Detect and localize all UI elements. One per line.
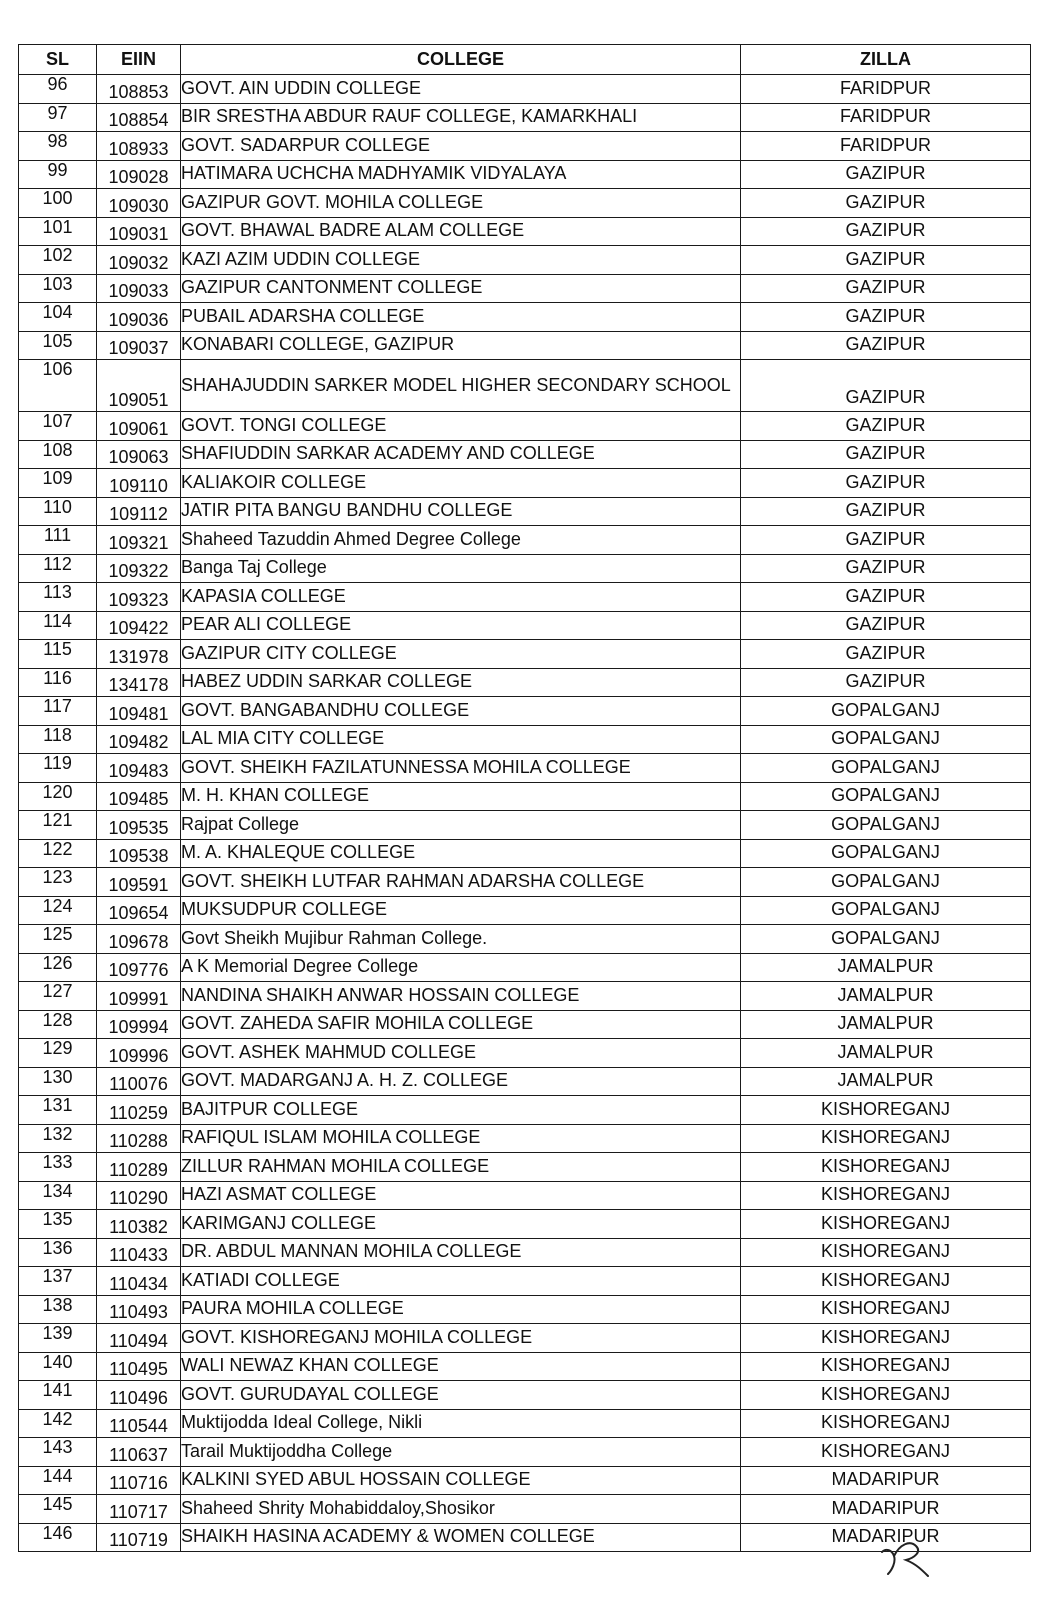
table-row — [19, 1267, 1031, 1296]
row-eiin: 109036 — [97, 303, 181, 332]
row-zilla: GOPALGANJ — [741, 868, 1031, 897]
row-eiin: 109033 — [97, 274, 181, 303]
row-eiin: 109322 — [97, 554, 181, 583]
row-zilla: KISHOREGANJ — [741, 1381, 1031, 1410]
row-college: M. A. KHALEQUE COLLEGE — [181, 839, 741, 868]
table-row — [19, 331, 1031, 360]
row-eiin: 109991 — [97, 982, 181, 1011]
row-zilla: GAZIPUR — [741, 668, 1031, 697]
row-zilla: MADARIPUR — [741, 1466, 1031, 1495]
table-row — [19, 1324, 1031, 1353]
row-college: GOVT. TONGI COLLEGE — [181, 412, 741, 441]
table-row — [19, 75, 1031, 104]
table-row — [19, 782, 1031, 811]
row-sl: 129 — [19, 1039, 97, 1068]
table-body — [19, 75, 1031, 1552]
table-row — [19, 1409, 1031, 1438]
row-eiin: 110382 — [97, 1210, 181, 1239]
table-row — [19, 868, 1031, 897]
row-eiin: 109063 — [97, 440, 181, 469]
row-zilla: GAZIPUR — [741, 554, 1031, 583]
table-row — [19, 554, 1031, 583]
row-zilla: JAMALPUR — [741, 1010, 1031, 1039]
row-college: GOVT. BHAWAL BADRE ALAM COLLEGE — [181, 217, 741, 246]
row-eiin: 109538 — [97, 839, 181, 868]
row-eiin: 110288 — [97, 1124, 181, 1153]
row-zilla: KISHOREGANJ — [741, 1096, 1031, 1125]
row-college: GAZIPUR CANTONMENT COLLEGE — [181, 274, 741, 303]
row-sl: 142 — [19, 1409, 97, 1438]
row-sl: 105 — [19, 331, 97, 360]
table-row — [19, 1466, 1031, 1495]
row-college: ZILLUR RAHMAN MOHILA COLLEGE — [181, 1153, 741, 1182]
table-row — [19, 160, 1031, 189]
row-college: PAURA MOHILA COLLEGE — [181, 1295, 741, 1324]
row-sl: 114 — [19, 611, 97, 640]
row-eiin: 109112 — [97, 497, 181, 526]
signature-initials — [876, 1530, 946, 1580]
row-zilla: KISHOREGANJ — [741, 1124, 1031, 1153]
row-college: Govt Sheikh Mujibur Rahman College. — [181, 925, 741, 954]
row-sl: 110 — [19, 497, 97, 526]
row-sl: 146 — [19, 1523, 97, 1552]
row-sl: 144 — [19, 1466, 97, 1495]
row-sl: 123 — [19, 868, 97, 897]
row-eiin: 110494 — [97, 1324, 181, 1353]
row-zilla: KISHOREGANJ — [741, 1352, 1031, 1381]
table-row — [19, 583, 1031, 612]
row-zilla: GOPALGANJ — [741, 839, 1031, 868]
row-eiin: 109482 — [97, 725, 181, 754]
row-sl: 137 — [19, 1267, 97, 1296]
table-row — [19, 1153, 1031, 1182]
row-zilla: FARIDPUR — [741, 132, 1031, 161]
row-sl: 131 — [19, 1096, 97, 1125]
row-sl: 135 — [19, 1210, 97, 1239]
row-sl: 102 — [19, 246, 97, 275]
row-college: KONABARI COLLEGE, GAZIPUR — [181, 331, 741, 360]
table-row — [19, 1039, 1031, 1068]
row-eiin: 110637 — [97, 1438, 181, 1467]
table-row — [19, 697, 1031, 726]
row-zilla: KISHOREGANJ — [741, 1153, 1031, 1182]
row-eiin: 110259 — [97, 1096, 181, 1125]
row-sl: 104 — [19, 303, 97, 332]
row-zilla: GAZIPUR — [741, 217, 1031, 246]
row-sl: 111 — [19, 526, 97, 555]
row-zilla: GAZIPUR — [741, 274, 1031, 303]
row-eiin: 109483 — [97, 754, 181, 783]
row-eiin: 109776 — [97, 953, 181, 982]
row-eiin: 110289 — [97, 1153, 181, 1182]
row-zilla: JAMALPUR — [741, 1067, 1031, 1096]
table-row — [19, 640, 1031, 669]
row-college: DR. ABDUL MANNAN MOHILA COLLEGE — [181, 1238, 741, 1267]
row-eiin: 109061 — [97, 412, 181, 441]
table-row — [19, 274, 1031, 303]
row-zilla: GAZIPUR — [741, 160, 1031, 189]
table-row — [19, 132, 1031, 161]
row-sl: 101 — [19, 217, 97, 246]
row-eiin: 110544 — [97, 1409, 181, 1438]
row-zilla: GOPALGANJ — [741, 782, 1031, 811]
table-row — [19, 217, 1031, 246]
row-college: SHAIKH HASINA ACADEMY & WOMEN COLLEGE — [181, 1523, 741, 1552]
row-zilla: GAZIPUR — [741, 526, 1031, 555]
row-sl: 120 — [19, 782, 97, 811]
row-college: JATIR PITA BANGU BANDHU COLLEGE — [181, 497, 741, 526]
row-eiin: 109321 — [97, 526, 181, 555]
row-college: HAZI ASMAT COLLEGE — [181, 1181, 741, 1210]
row-college: GOVT. MADARGANJ A. H. Z. COLLEGE — [181, 1067, 741, 1096]
row-college: HABEZ UDDIN SARKAR COLLEGE — [181, 668, 741, 697]
row-eiin: 110433 — [97, 1238, 181, 1267]
header-college: COLLEGE — [181, 45, 741, 75]
row-eiin: 109996 — [97, 1039, 181, 1068]
table-row — [19, 412, 1031, 441]
row-college: KARIMGANJ COLLEGE — [181, 1210, 741, 1239]
row-zilla: MADARIPUR — [741, 1495, 1031, 1524]
row-zilla: GOPALGANJ — [741, 754, 1031, 783]
row-college: NANDINA SHAIKH ANWAR HOSSAIN COLLEGE — [181, 982, 741, 1011]
row-college: GOVT. SHEIKH LUTFAR RAHMAN ADARSHA COLLEGE — [181, 868, 741, 897]
row-zilla: GAZIPUR — [741, 303, 1031, 332]
row-sl: 112 — [19, 554, 97, 583]
row-college: KALKINI SYED ABUL HOSSAIN COLLEGE — [181, 1466, 741, 1495]
table-row — [19, 1067, 1031, 1096]
table-row — [19, 811, 1031, 840]
table-row — [19, 1210, 1031, 1239]
row-college: Shaheed Tazuddin Ahmed Degree College — [181, 526, 741, 555]
row-sl: 108 — [19, 440, 97, 469]
table-row — [19, 611, 1031, 640]
row-college: Tarail Muktijoddha College — [181, 1438, 741, 1467]
row-sl: 124 — [19, 896, 97, 925]
row-college: Muktijodda Ideal College, Nikli — [181, 1409, 741, 1438]
row-sl: 103 — [19, 274, 97, 303]
row-college: SHAFIUDDIN SARKAR ACADEMY AND COLLEGE — [181, 440, 741, 469]
table-row — [19, 754, 1031, 783]
row-sl: 122 — [19, 839, 97, 868]
table-row — [19, 440, 1031, 469]
table-row — [19, 1010, 1031, 1039]
row-college: PEAR ALI COLLEGE — [181, 611, 741, 640]
row-zilla: KISHOREGANJ — [741, 1409, 1031, 1438]
row-college: GOVT. AIN UDDIN COLLEGE — [181, 75, 741, 104]
row-sl: 106 — [19, 360, 97, 412]
row-zilla: GAZIPUR — [741, 611, 1031, 640]
row-eiin: 109110 — [97, 469, 181, 498]
row-college: BIR SRESTHA ABDUR RAUF COLLEGE, KAMARKHALI — [181, 103, 741, 132]
row-sl: 130 — [19, 1067, 97, 1096]
row-sl: 115 — [19, 640, 97, 669]
row-zilla: GAZIPUR — [741, 331, 1031, 360]
row-zilla: KISHOREGANJ — [741, 1181, 1031, 1210]
row-sl: 143 — [19, 1438, 97, 1467]
table-row — [19, 1124, 1031, 1153]
row-zilla: FARIDPUR — [741, 103, 1031, 132]
row-sl: 121 — [19, 811, 97, 840]
row-eiin: 134178 — [97, 668, 181, 697]
table-row — [19, 246, 1031, 275]
row-zilla: GOPALGANJ — [741, 725, 1031, 754]
row-college: Banga Taj College — [181, 554, 741, 583]
row-zilla: KISHOREGANJ — [741, 1438, 1031, 1467]
row-zilla: JAMALPUR — [741, 1039, 1031, 1068]
row-college: GOVT. BANGABANDHU COLLEGE — [181, 697, 741, 726]
row-college: RAFIQUL ISLAM MOHILA COLLEGE — [181, 1124, 741, 1153]
row-sl: 96 — [19, 75, 97, 104]
row-zilla: KISHOREGANJ — [741, 1210, 1031, 1239]
row-eiin: 109028 — [97, 160, 181, 189]
row-zilla: GAZIPUR — [741, 640, 1031, 669]
row-eiin: 110493 — [97, 1295, 181, 1324]
row-college: Shaheed Shrity Mohabiddaloy,Shosikor — [181, 1495, 741, 1524]
row-sl: 140 — [19, 1352, 97, 1381]
row-eiin: 109481 — [97, 697, 181, 726]
row-sl: 133 — [19, 1153, 97, 1182]
row-college: SHAHAJUDDIN SARKER MODEL HIGHER SECONDARY SCHOOL — [181, 360, 741, 412]
table-row — [19, 497, 1031, 526]
table-row — [19, 1181, 1031, 1210]
row-college: Rajpat College — [181, 811, 741, 840]
row-zilla: KISHOREGANJ — [741, 1267, 1031, 1296]
header-eiin: EIIN — [97, 45, 181, 75]
row-zilla: FARIDPUR — [741, 75, 1031, 104]
row-sl: 134 — [19, 1181, 97, 1210]
row-eiin: 109678 — [97, 925, 181, 954]
row-college: M. H. KHAN COLLEGE — [181, 782, 741, 811]
row-sl: 127 — [19, 982, 97, 1011]
row-zilla: JAMALPUR — [741, 953, 1031, 982]
row-eiin: 110716 — [97, 1466, 181, 1495]
row-eiin: 109994 — [97, 1010, 181, 1039]
row-zilla: GAZIPUR — [741, 583, 1031, 612]
row-eiin: 109051 — [97, 360, 181, 412]
row-sl: 99 — [19, 160, 97, 189]
row-sl: 145 — [19, 1495, 97, 1524]
row-eiin: 109323 — [97, 583, 181, 612]
table-row — [19, 839, 1031, 868]
table-row — [19, 469, 1031, 498]
row-zilla: GAZIPUR — [741, 189, 1031, 218]
row-sl: 98 — [19, 132, 97, 161]
row-college: GAZIPUR GOVT. MOHILA COLLEGE — [181, 189, 741, 218]
row-zilla: GOPALGANJ — [741, 811, 1031, 840]
header-sl: SL — [19, 45, 97, 75]
table-row — [19, 303, 1031, 332]
row-college: KALIAKOIR COLLEGE — [181, 469, 741, 498]
row-college: KAZI AZIM UDDIN COLLEGE — [181, 246, 741, 275]
row-sl: 141 — [19, 1381, 97, 1410]
college-list-table — [18, 44, 1031, 1552]
row-sl: 113 — [19, 583, 97, 612]
table-row — [19, 1438, 1031, 1467]
table-row — [19, 1295, 1031, 1324]
row-eiin: 109591 — [97, 868, 181, 897]
row-college: PUBAIL ADARSHA COLLEGE — [181, 303, 741, 332]
row-college: HATIMARA UCHCHA MADHYAMIK VIDYALAYA — [181, 160, 741, 189]
row-sl: 119 — [19, 754, 97, 783]
row-sl: 100 — [19, 189, 97, 218]
row-college: GOVT. SHEIKH FAZILATUNNESSA MOHILA COLLEGE — [181, 754, 741, 783]
row-zilla: KISHOREGANJ — [741, 1295, 1031, 1324]
table-header-row — [19, 45, 1031, 75]
table-row — [19, 1352, 1031, 1381]
row-college: GOVT. ZAHEDA SAFIR MOHILA COLLEGE — [181, 1010, 741, 1039]
row-zilla: MADARIPUR — [741, 1523, 1031, 1552]
header-zilla: ZILLA — [741, 45, 1031, 75]
row-eiin: 108853 — [97, 75, 181, 104]
row-sl: 116 — [19, 668, 97, 697]
row-zilla: GOPALGANJ — [741, 697, 1031, 726]
row-eiin: 109485 — [97, 782, 181, 811]
row-college: GOVT. SADARPUR COLLEGE — [181, 132, 741, 161]
row-zilla: KISHOREGANJ — [741, 1238, 1031, 1267]
row-zilla: GOPALGANJ — [741, 925, 1031, 954]
row-eiin: 109422 — [97, 611, 181, 640]
row-sl: 125 — [19, 925, 97, 954]
row-eiin: 110290 — [97, 1181, 181, 1210]
row-sl: 126 — [19, 953, 97, 982]
row-college: WALI NEWAZ KHAN COLLEGE — [181, 1352, 741, 1381]
table-row — [19, 925, 1031, 954]
row-college: BAJITPUR COLLEGE — [181, 1096, 741, 1125]
row-sl: 139 — [19, 1324, 97, 1353]
row-college: KAPASIA COLLEGE — [181, 583, 741, 612]
row-eiin: 108933 — [97, 132, 181, 161]
row-college: GOVT. KISHOREGANJ MOHILA COLLEGE — [181, 1324, 741, 1353]
row-zilla: GAZIPUR — [741, 469, 1031, 498]
row-zilla: GAZIPUR — [741, 246, 1031, 275]
row-eiin: 109030 — [97, 189, 181, 218]
table-row — [19, 668, 1031, 697]
table-row — [19, 1096, 1031, 1125]
row-college: GOVT. GURUDAYAL COLLEGE — [181, 1381, 741, 1410]
table-row — [19, 103, 1031, 132]
row-eiin: 109031 — [97, 217, 181, 246]
row-zilla: GOPALGANJ — [741, 896, 1031, 925]
row-eiin: 109654 — [97, 896, 181, 925]
row-sl: 117 — [19, 697, 97, 726]
row-eiin: 110717 — [97, 1495, 181, 1524]
table-row — [19, 526, 1031, 555]
row-sl: 128 — [19, 1010, 97, 1039]
row-zilla: GAZIPUR — [741, 440, 1031, 469]
table-row — [19, 953, 1031, 982]
table-row — [19, 1381, 1031, 1410]
row-zilla: GAZIPUR — [741, 360, 1031, 412]
table-row — [19, 1495, 1031, 1524]
row-college: MUKSUDPUR COLLEGE — [181, 896, 741, 925]
row-sl: 132 — [19, 1124, 97, 1153]
table-row — [19, 189, 1031, 218]
row-eiin: 108854 — [97, 103, 181, 132]
row-zilla: GAZIPUR — [741, 497, 1031, 526]
table-row — [19, 1238, 1031, 1267]
row-sl: 107 — [19, 412, 97, 441]
row-eiin: 109032 — [97, 246, 181, 275]
row-college: LAL MIA CITY COLLEGE — [181, 725, 741, 754]
row-zilla: KISHOREGANJ — [741, 1324, 1031, 1353]
row-sl: 118 — [19, 725, 97, 754]
row-eiin: 131978 — [97, 640, 181, 669]
row-eiin: 109037 — [97, 331, 181, 360]
row-eiin: 109535 — [97, 811, 181, 840]
row-eiin: 110719 — [97, 1523, 181, 1552]
row-sl: 136 — [19, 1238, 97, 1267]
table-row — [19, 725, 1031, 754]
row-eiin: 110434 — [97, 1267, 181, 1296]
table-row — [19, 896, 1031, 925]
row-eiin: 110495 — [97, 1352, 181, 1381]
row-college: KATIADI COLLEGE — [181, 1267, 741, 1296]
row-college: A K Memorial Degree College — [181, 953, 741, 982]
table-row — [19, 982, 1031, 1011]
row-zilla: GAZIPUR — [741, 412, 1031, 441]
row-college: GOVT. ASHEK MAHMUD COLLEGE — [181, 1039, 741, 1068]
row-sl: 97 — [19, 103, 97, 132]
row-eiin: 110496 — [97, 1381, 181, 1410]
row-sl: 109 — [19, 469, 97, 498]
table-row — [19, 360, 1031, 412]
row-eiin: 110076 — [97, 1067, 181, 1096]
row-sl: 138 — [19, 1295, 97, 1324]
row-college: GAZIPUR CITY COLLEGE — [181, 640, 741, 669]
row-zilla: JAMALPUR — [741, 982, 1031, 1011]
